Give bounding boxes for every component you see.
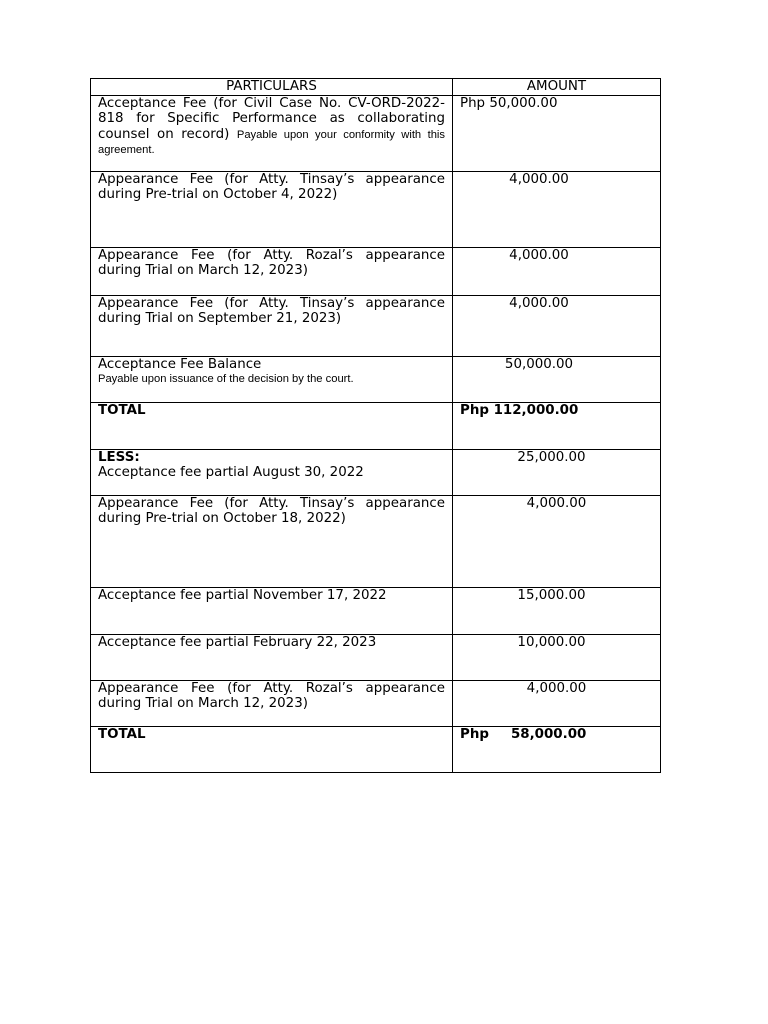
less-label: LESS: [98, 449, 140, 465]
particular-text: Acceptance fee partial August 30, 2022 [98, 465, 364, 480]
particular-cell [91, 356, 453, 402]
less-row [91, 449, 661, 495]
particular-cell [91, 634, 453, 680]
particular-note: Payable upon your conformity with this agreement. [98, 128, 445, 156]
total-amount-group [460, 727, 586, 743]
header-row [91, 79, 661, 96]
particular-cell [91, 680, 453, 726]
total-amount: 58,000.00 [510, 726, 587, 742]
amount-cell [453, 171, 661, 247]
particular-cell [91, 247, 453, 295]
amount-cell [453, 356, 661, 402]
particular-cell [91, 295, 453, 356]
amount-cell [453, 680, 661, 726]
total-label: TOTAL [98, 726, 146, 742]
particular-text: Acceptance Fee (for Civil Case No. CV-ORD-2022-818 for Specific Performance as collaborating counsel on record) [98, 95, 445, 142]
amount-value: 25,000.00 [517, 449, 586, 465]
total-row [91, 726, 661, 772]
less-row [91, 495, 661, 587]
total-amount: Php 112,000.00 [460, 402, 579, 418]
particular-text: Appearance Fee (for Atty. Rozal’s appearance during Trial on March 12, 2023) [98, 247, 445, 278]
fee-row [91, 356, 661, 402]
particular-cell [91, 95, 453, 171]
particular-cell [91, 171, 453, 247]
amount-cell [453, 495, 661, 587]
particular-note: Payable upon issuance of the decision by the court. [98, 373, 354, 385]
amount-value: 15,000.00 [517, 587, 586, 603]
fee-row [91, 295, 661, 356]
amount-value: 4,000.00 [526, 495, 587, 511]
particular-cell [91, 587, 453, 634]
total-label: TOTAL [98, 402, 146, 418]
total-currency: Php [460, 726, 489, 742]
total-row [91, 402, 661, 449]
total-amount-cell [453, 402, 661, 449]
particular-text: Appearance Fee (for Atty. Tinsay’s appearance during Pre-trial on October 18, 2022) [98, 495, 445, 526]
amount-value: 4,000.00 [526, 680, 587, 696]
less-row [91, 680, 661, 726]
less-row [91, 587, 661, 634]
particular-text: Appearance Fee (for Atty. Tinsay’s appearance during Pre-trial on October 4, 2022) [98, 171, 445, 202]
particular-cell [91, 495, 453, 587]
particular-text: Acceptance Fee Balance [98, 356, 262, 372]
total-amount-cell [453, 726, 661, 772]
amount-cell [453, 295, 661, 356]
amount-cell: Php 50,000.00 [453, 95, 661, 171]
amount-cell [453, 587, 661, 634]
amount-value: 4,000.00 [509, 247, 569, 263]
amount-header: AMOUNT [453, 79, 661, 96]
amount-value: 10,000.00 [517, 634, 586, 650]
particular-text: Appearance Fee (for Atty. Rozal’s appearance during Trial on March 12, 2023) [98, 680, 445, 711]
fee-row [91, 95, 661, 171]
particular-text: Appearance Fee (for Atty. Tinsay’s appearance during Trial on September 21, 2023) [98, 295, 445, 326]
less-row [91, 634, 661, 680]
particular-text: Acceptance fee partial November 17, 2022 [98, 587, 387, 603]
amount-cell [453, 634, 661, 680]
fee-row [91, 247, 661, 295]
amount-cell [453, 247, 661, 295]
amount-value: 4,000.00 [509, 295, 569, 311]
amount-cell [453, 449, 661, 495]
particular-text: Acceptance fee partial February 22, 2023 [98, 634, 377, 650]
total-cell [91, 402, 453, 449]
particulars-header: PARTICULARS [91, 79, 453, 96]
fee-table [90, 78, 661, 773]
amount-value: 50,000.00 [504, 356, 574, 372]
particular-cell [91, 449, 453, 495]
amount-value: 4,000.00 [509, 171, 569, 187]
fee-row [91, 171, 661, 247]
total-cell [91, 726, 453, 772]
